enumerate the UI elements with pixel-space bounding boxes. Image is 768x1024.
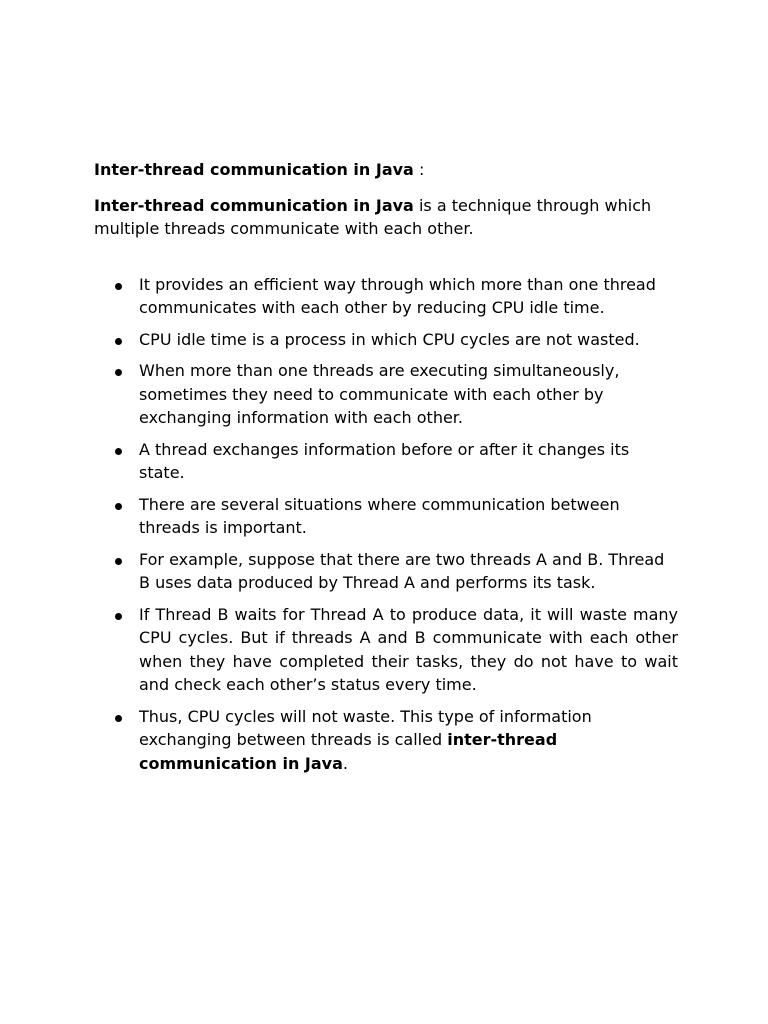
list-item-suffix: . [342, 753, 348, 773]
bullet-list [94, 273, 678, 776]
list-item-text: Thus, CPU cycles will not waste. This type of information exchanging between threads is called [139, 706, 592, 749]
list-item-text: A thread exchanges information before or after it changes its state. [139, 439, 630, 482]
intro-bold-term: Inter-thread communication in Java [94, 195, 414, 215]
list-item [94, 273, 678, 320]
list-item [94, 705, 678, 776]
bullet-icon [115, 613, 122, 620]
list-item-text: For example, suppose that there are two threads A and B. Thread B uses data produced by Thread A and performs its task. [139, 549, 665, 592]
intro-paragraph [94, 194, 678, 241]
list-item [94, 359, 678, 430]
document-body [94, 158, 678, 783]
bullet-icon [115, 558, 122, 565]
bullet-icon [115, 448, 122, 455]
list-item-text: It provides an efficient way through which more than one thread communicates with each other by reducing CPU idle time. [139, 274, 656, 317]
heading-bold-text: Inter-thread communication in Java [94, 160, 414, 179]
list-item [94, 438, 678, 485]
list-item [94, 328, 678, 352]
list-item [94, 493, 678, 540]
heading-suffix: : [413, 160, 425, 179]
intro-text: is a technique through which multiple threads communicate with each other. [94, 195, 652, 238]
bullet-icon [115, 283, 122, 290]
list-item-text: There are several situations where communication between threads is important. [139, 494, 620, 537]
list-item-text: CPU idle time is a process in which CPU cycles are not wasted. [139, 329, 640, 349]
list-item-text: If Thread B waits for Thread A to produce data, it will waste many CPU cycles. But if threads A and B communicate with each other when they have completed their tasks, they do not have to wait and check each other’s status every time. [139, 604, 678, 694]
list-item [94, 603, 678, 697]
bullet-icon [115, 503, 122, 510]
bullet-icon [115, 338, 122, 345]
bullet-icon [115, 369, 122, 376]
list-item-text: When more than one threads are executing simultaneously, sometimes they need to communicate with each other by exchanging information with each other. [139, 361, 620, 427]
list-item [94, 548, 678, 595]
document-heading [94, 158, 678, 182]
bullet-icon [115, 715, 122, 722]
list-item-bold-term: inter-thread communication in Java [139, 730, 558, 773]
